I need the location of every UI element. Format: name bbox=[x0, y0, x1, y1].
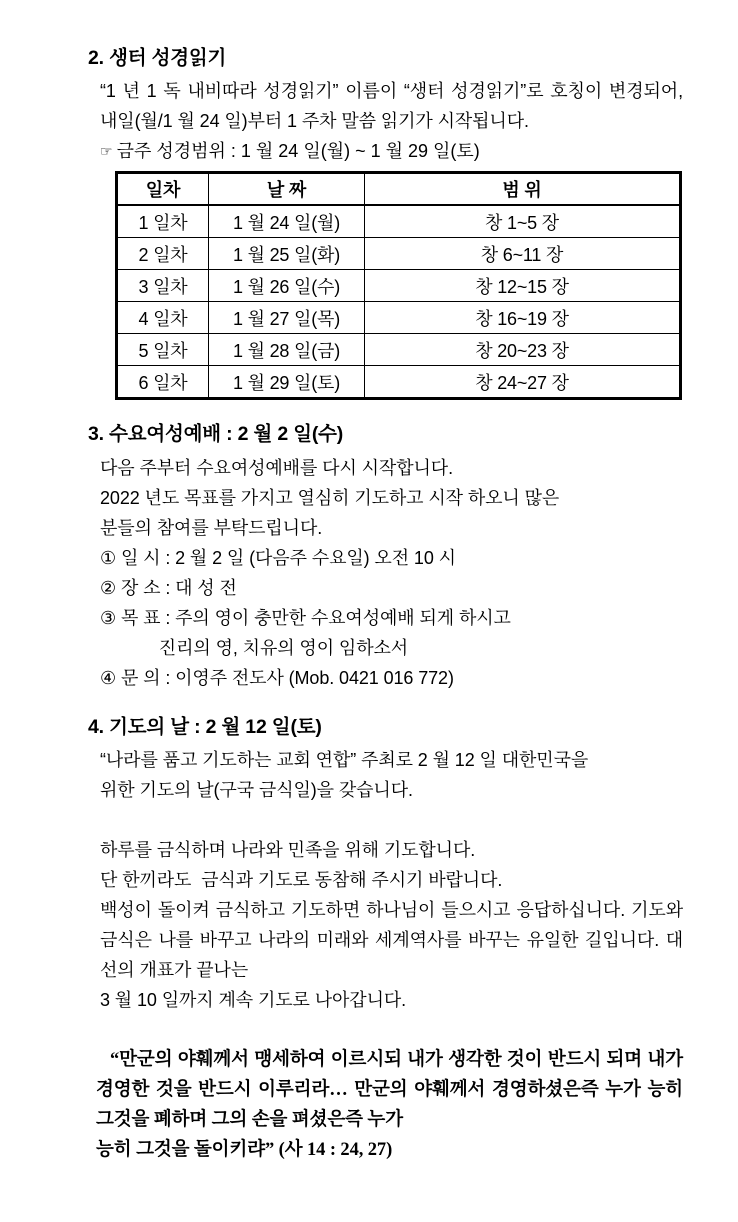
spacer-after-section3 bbox=[88, 693, 683, 715]
section3-paragraph-text: 2022 년도 목표를 가지고 열심히 기도하고 시작 하오니 많은 bbox=[100, 487, 560, 508]
cell-range: 창 16~19 장 bbox=[365, 302, 681, 334]
section4-intro-text: “나라를 품고 기도하는 교회 연합” 주최로 2 월 12 일 대한민국을 bbox=[100, 750, 589, 771]
section3-item-contact: ④ 문 의 : 이영주 전도사 (Mob. 0421 016 772) bbox=[100, 667, 454, 688]
section-scripture-quote bbox=[88, 1045, 683, 1165]
cell-range: 창 20~23 장 bbox=[365, 334, 681, 366]
bible-reading-table bbox=[115, 171, 682, 400]
section4-title: 4. 기도의 날 : 2 월 12 일(토) bbox=[88, 715, 322, 738]
section4-body-lastline: 3 월 10 일까지 계속 기도로 나아갑니다. bbox=[100, 990, 407, 1011]
cell-range: 창 24~27 장 bbox=[365, 366, 681, 399]
section3-paragraph-lastline: 분들의 참여를 부탁드립니다. bbox=[100, 517, 323, 538]
section3-item-time: ① 일 시 : 2 월 2 일 (다음주 수요일) 오전 10 시 bbox=[100, 547, 456, 568]
column-header-day: 일차 bbox=[117, 173, 209, 206]
cell-day: 2 일차 bbox=[117, 238, 209, 270]
section4-intro-lastline: 위한 기도의 날(구국 금식일)을 갖습니다. bbox=[100, 780, 413, 801]
scripture-quote bbox=[88, 1045, 683, 1165]
column-header-date: 날 짜 bbox=[209, 173, 365, 206]
cell-date: 1 월 25 일(화) bbox=[209, 238, 365, 270]
section4-intro bbox=[88, 745, 683, 805]
cell-day: 5 일차 bbox=[117, 334, 209, 366]
table-row bbox=[117, 205, 681, 238]
column-header-range: 범 위 bbox=[365, 173, 681, 206]
section2-pointer-line bbox=[88, 136, 683, 167]
section3-item-place: ② 장 소 : 대 성 전 bbox=[100, 577, 237, 598]
cell-range: 창 12~15 장 bbox=[365, 270, 681, 302]
section2-pointer-text: 금주 성경범위 : 1 월 24 일(월) ~ 1 월 29 일(토) bbox=[116, 141, 480, 162]
cell-range: 창 6~11 장 bbox=[365, 238, 681, 270]
cell-date: 1 월 27 일(목) bbox=[209, 302, 365, 334]
cell-date: 1 월 28 일(금) bbox=[209, 334, 365, 366]
table-row bbox=[117, 238, 681, 270]
scripture-quote-text: “만군의 야훼께서 맹세하여 이르시되 내가 생각한 것이 반드시 되며 내가 경영한 것을 반드시 이루리라… 만군의 야훼께서 경영하셨은즉 누가 능히 그것을 폐하며 그의 손을 펴셨은즉 누가 bbox=[96, 1050, 683, 1131]
scripture-quote-reference-line: 능히 그것을 돌이키랴” (사 14 : 24, 27) bbox=[96, 1140, 393, 1161]
spacer-before-scripture bbox=[88, 1015, 683, 1045]
spacer-after-table bbox=[88, 400, 683, 422]
blank-line-separator bbox=[88, 805, 683, 835]
section-day-of-prayer bbox=[88, 715, 688, 1015]
pointing-hand-icon: ☞ bbox=[100, 143, 113, 160]
table-row bbox=[117, 366, 681, 399]
section-bible-reading bbox=[88, 46, 688, 400]
cell-date: 1 월 26 일(수) bbox=[209, 270, 365, 302]
section3-item-goal: ③ 목 표 : 주의 영이 충만한 수요여성예배 되게 하시고 bbox=[100, 607, 511, 628]
cell-range: 창 1~5 장 bbox=[365, 205, 681, 238]
section3-title: 3. 수요여성예배 : 2 월 2 일(수) bbox=[88, 423, 344, 446]
table-row bbox=[117, 302, 681, 334]
table-row bbox=[117, 334, 681, 366]
section2-paragraph: “1 년 1 독 내비따라 성경읽기” 이름이 “생터 성경읽기”로 호칭이 변경되어, 내일(월/1 월 24 일)부터 1 주차 말씀 읽기가 시작됩니다. bbox=[100, 81, 688, 132]
cell-date: 1 월 24 일(월) bbox=[209, 205, 365, 238]
cell-day: 1 일차 bbox=[117, 205, 209, 238]
table-header-row bbox=[117, 173, 681, 206]
section-wednesday-womens-service bbox=[88, 422, 683, 692]
section4-body-line1: 하루를 금식하며 나라와 민족을 위해 기도합니다. bbox=[100, 840, 476, 861]
section3-item-goal-cont: 진리의 영, 치유의 영이 임하소서 bbox=[100, 637, 409, 658]
section3-paragraph bbox=[88, 483, 683, 543]
section4-body-text: 백성이 돌이켜 금식하고 기도하면 하나님이 들으시고 응답하십니다. 기도와 금식은 나를 바꾸고 나라의 미래와 세계역사를 바꾸는 유일한 길입니다. 대선의 개표가 끝나는 bbox=[100, 900, 688, 981]
cell-date: 1 월 29 일(토) bbox=[209, 366, 365, 399]
section2-title: 2. 생터 성경읽기 bbox=[88, 47, 227, 69]
cell-day: 4 일차 bbox=[117, 302, 209, 334]
section4-body-paragraph bbox=[88, 895, 688, 1015]
section4-body-line2: 단 한끼라도 금식과 기도로 동참해 주시기 바랍니다. bbox=[100, 870, 503, 891]
section3-line1: 다음 주부터 수요여성예배를 다시 시작합니다. bbox=[100, 457, 453, 478]
cell-day: 6 일차 bbox=[117, 366, 209, 399]
cell-day: 3 일차 bbox=[117, 270, 209, 302]
table-row bbox=[117, 270, 681, 302]
